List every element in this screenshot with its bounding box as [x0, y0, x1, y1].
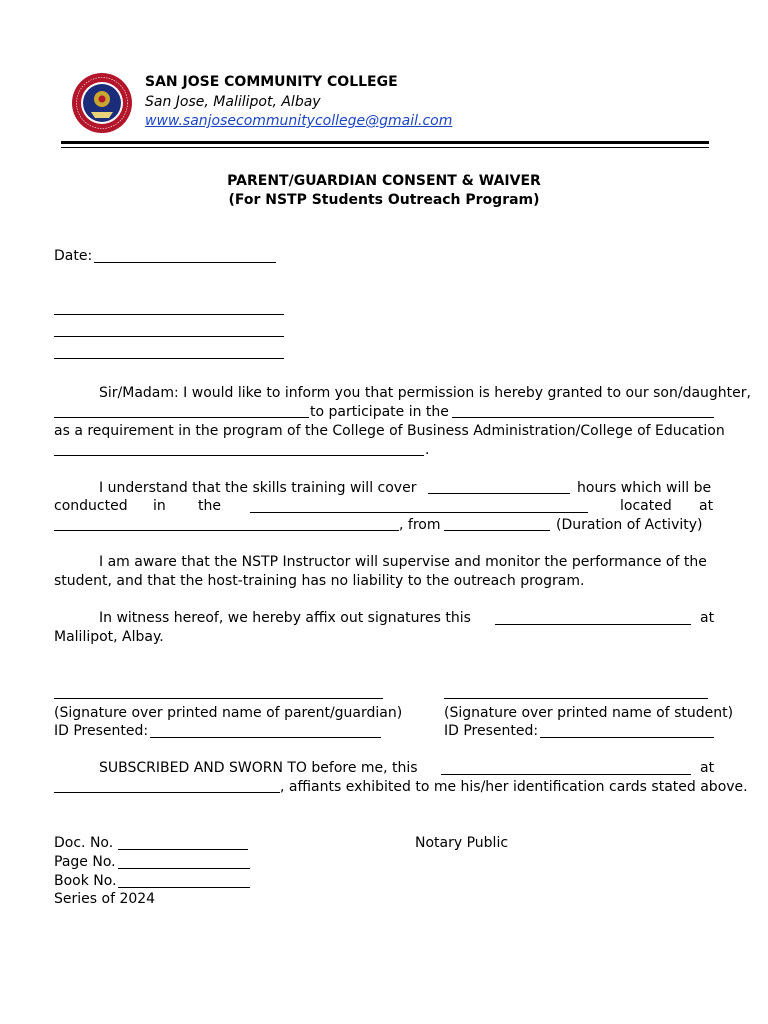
- para4-line2: Malilipot, Albay.: [54, 629, 164, 645]
- para1-line2-text: to participate in the: [310, 404, 449, 420]
- header-divider-thick: [61, 141, 709, 144]
- recipient-blank-line-1[interactable]: [54, 314, 284, 315]
- doc-no-label: Doc. No.: [54, 835, 114, 851]
- school-email-link[interactable]: www.sanjosecommunitycollege@gmail.com: [145, 113, 453, 129]
- program-blank-continued[interactable]: [54, 455, 424, 456]
- para1-line3: as a requirement in the program of the College of Business Administration/College of Education: [54, 423, 725, 439]
- student-signature-line[interactable]: [444, 698, 708, 699]
- parent-signature-line[interactable]: [54, 698, 383, 699]
- para2-word-conducted: conducted: [54, 498, 128, 514]
- para5-line1-a: SUBSCRIBED AND SWORN TO before me, this: [99, 760, 418, 776]
- para2-word-located: located: [620, 498, 672, 514]
- document-subtitle: (For NSTP Students Outreach Program): [228, 192, 540, 208]
- page-no-blank[interactable]: [118, 868, 250, 869]
- para3-line1: I am aware that the NSTP Instructor will supervise and monitor the performance of the: [99, 554, 707, 570]
- header-divider-thin: [61, 147, 709, 148]
- college-seal-logo: [71, 72, 133, 134]
- location-blank[interactable]: [54, 530, 399, 531]
- para2-line1-b: hours which will be: [577, 480, 712, 496]
- parent-id-label: ID Presented:: [54, 723, 149, 739]
- student-signature-caption: (Signature over printed name of student): [444, 705, 734, 721]
- date-blank-line[interactable]: [94, 262, 276, 263]
- student-name-blank[interactable]: [54, 417, 309, 418]
- hours-blank[interactable]: [428, 493, 570, 494]
- para3-line2: student, and that the host-training has no liability to the outreach program.: [54, 573, 585, 589]
- recipient-blank-line-2[interactable]: [54, 336, 284, 337]
- duration-blank[interactable]: [444, 530, 550, 531]
- para2-word-at: at: [699, 498, 714, 514]
- para4-line1-at: at: [700, 610, 715, 626]
- date-label: Date:: [54, 248, 93, 264]
- para2-from-text: , from: [399, 517, 441, 533]
- book-no-blank[interactable]: [118, 887, 250, 888]
- page-no-label: Page No.: [54, 854, 116, 870]
- recipient-blank-line-3[interactable]: [54, 358, 284, 359]
- student-id-blank[interactable]: [540, 737, 714, 738]
- para5-line1-at: at: [700, 760, 715, 776]
- parent-signature-caption: (Signature over printed name of parent/guardian): [54, 705, 403, 721]
- sworn-place-blank[interactable]: [54, 792, 280, 793]
- para5-line2: , affiants exhibited to me his/her identification cards stated above.: [280, 779, 748, 795]
- student-id-label: ID Presented:: [444, 723, 539, 739]
- parent-id-blank[interactable]: [150, 737, 381, 738]
- series-label: Series of 2024: [54, 891, 156, 907]
- school-address: San Jose, Malilipot, Albay: [145, 94, 321, 110]
- document-title: PARENT/GUARDIAN CONSENT & WAIVER: [227, 173, 541, 189]
- para1-line1: Sir/Madam: I would like to inform you that permission is hereby granted to our son/daughter,: [99, 385, 751, 401]
- signing-date-blank[interactable]: [495, 624, 691, 625]
- doc-no-blank[interactable]: [118, 849, 248, 850]
- para2-word-the: the: [198, 498, 221, 514]
- program-blank[interactable]: [452, 417, 714, 418]
- para4-line1-a: In witness hereof, we hereby affix out signatures this: [99, 610, 471, 626]
- duration-caption: (Duration of Activity): [556, 517, 703, 533]
- book-no-label: Book No.: [54, 873, 117, 889]
- para1-line4-period: .: [425, 442, 430, 458]
- school-name: SAN JOSE COMMUNITY COLLEGE: [145, 74, 398, 90]
- para2-word-in: in: [153, 498, 166, 514]
- para2-line1-a: I understand that the skills training will cover: [99, 480, 417, 496]
- sworn-date-blank[interactable]: [441, 774, 691, 775]
- training-venue-blank[interactable]: [250, 512, 588, 513]
- notary-public-label: Notary Public: [415, 835, 509, 851]
